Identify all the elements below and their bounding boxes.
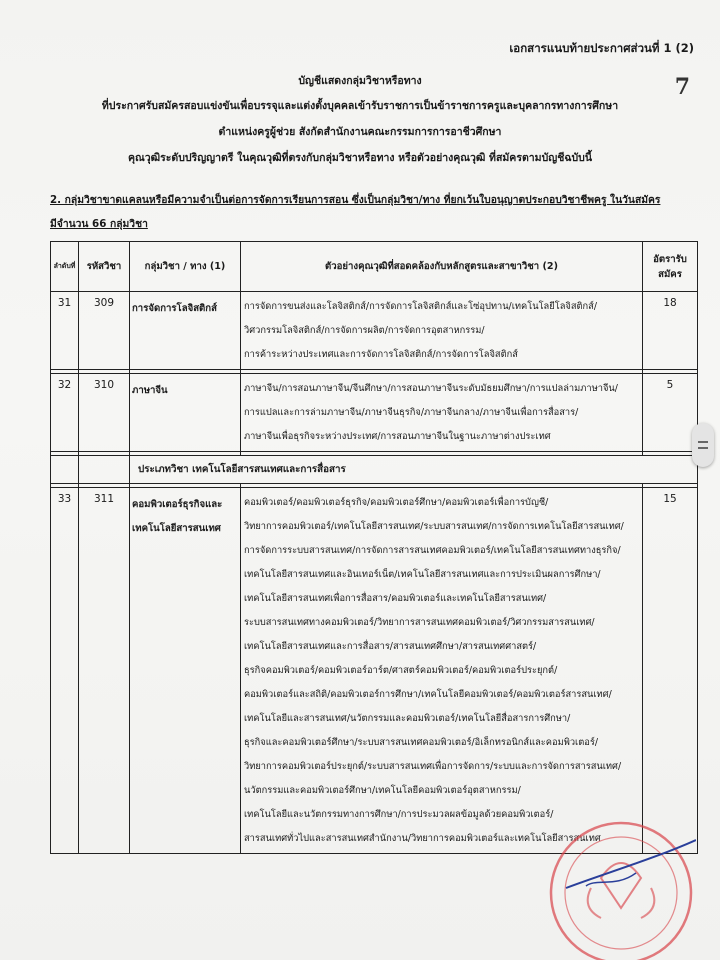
row-code: 309 xyxy=(79,292,130,370)
section-heading xyxy=(50,188,710,236)
document-reference: เอกสารแนบท้ายประกาศส่วนที่ 1 (2) xyxy=(509,41,694,55)
row-code: 311 xyxy=(79,488,130,854)
row-group: คอมพิวเตอร์ธุรกิจและเทคโนโลยีสารสนเทศ xyxy=(130,488,241,854)
qual-line: เทคโนโลยีสารสนเทศและการสื่อสาร/สารสนเทศศึกษา/สารสนเทศศาสตร์/ xyxy=(244,641,537,652)
table-row xyxy=(51,374,698,452)
category-title: ประเภทวิชา เทคโนโลยีสารสนเทศและการสื่อสาร xyxy=(130,456,698,484)
row-quals xyxy=(241,374,643,452)
row-rate: 15 xyxy=(643,488,698,854)
qual-line: คอมพิวเตอร์และสถิติ/คอมพิวเตอร์การศึกษา/เทคโนโลยีคอมพิวเตอร์/คอมพิวเตอร์สารสนเทศ/ xyxy=(244,689,612,700)
qual-line: วิทยาการคอมพิวเตอร์/เทคโนโลยีสารสนเทศ/ระบบสารสนเทศ/การจัดการเทคโนโลยีสารสนเทศ/ xyxy=(244,521,624,532)
qual-line: ภาษาจีนเพื่อธุรกิจระหว่างประเทศ/การสอนภาษาจีนในฐานะภาษาต่างประเทศ xyxy=(244,431,551,442)
qual-line: เทคโนโลยีสารสนเทศเพื่อการสื่อสาร/คอมพิวเตอร์และเทคโนโลยีสารสนเทศ/ xyxy=(244,593,547,604)
category-row xyxy=(51,456,698,484)
header-group: กลุ่มวิชา / ทาง (1) xyxy=(130,242,241,292)
row-rate: 5 xyxy=(643,374,698,452)
qual-line: ภาษาจีน/การสอนภาษาจีน/จีนศึกษา/การสอนภาษาจีนระดับมัธยมศึกษา/การแปลล่ามภาษาจีน/ xyxy=(244,383,618,394)
row-quals xyxy=(241,292,643,370)
qual-line: เทคโนโลยีและนวัตกรรมทางการศึกษา/การประมวลผลข้อมูลด้วยคอมพิวเตอร์/ xyxy=(244,809,554,820)
row-group: การจัดการโลจิสติกส์ xyxy=(130,292,241,370)
row-rate: 18 xyxy=(643,292,698,370)
row-group: ภาษาจีน xyxy=(130,374,241,452)
row-code: 310 xyxy=(79,374,130,452)
qual-line: สารสนเทศทั่วไปและสารสนเทศสำนักงาน/วิทยาการคอมพิวเตอร์และเทคโนโลยีสารสนเทศ xyxy=(244,833,601,844)
page-number: 7 xyxy=(674,74,690,100)
section-count: มีจำนวน 66 กลุ่มวิชา xyxy=(50,218,148,230)
row-no: 33 xyxy=(51,488,79,854)
title-line-1: บัญชีแสดงกลุ่มวิชาหรือทาง xyxy=(298,75,422,87)
qual-line: เทคโนโลยีสารสนเทศและอินเทอร์เน็ต/เทคโนโลยีสารสนเทศและการประเมินผลการศึกษา/ xyxy=(244,569,601,580)
table-row xyxy=(51,292,698,370)
qual-line: ธุรกิจและคอมพิวเตอร์ศึกษา/ระบบสารสนเทศคอมพิวเตอร์/อิเล็กทรอนิกส์และคอมพิวเตอร์/ xyxy=(244,737,598,748)
qual-line: การค้าระหว่างประเทศและการจัดการโลจิสติกส์/การจัดการโลจิสติกส์ xyxy=(244,349,518,360)
title-line-3: ตำแหน่งครูผู้ช่วย สังกัดสำนักงานคณะกรรมการการอาชีวศึกษา xyxy=(218,126,502,138)
qual-line: วิทยาการคอมพิวเตอร์ประยุกต์/ระบบสารสนเทศเพื่อการจัดการ/ระบบและการจัดการสารสนเทศ/ xyxy=(244,761,622,772)
qual-line: การจัดการระบบสารสนเทศ/การจัดการสารสนเทศคอมพิวเตอร์/เทคโนโลยีสารสนเทศทางธุรกิจ/ xyxy=(244,545,621,556)
table-header-row xyxy=(51,242,698,292)
section-title: 2. กลุ่มวิชาขาดแคลนหรือมีความจำเป็นต่อการจัดการเรียนการสอน ซึ่งเป็นกลุ่มวิชา/ทาง ที่ยกเว้นใบอนุญาตประกอบวิชาชีพครู ในวันสมัคร xyxy=(50,194,661,206)
table-row xyxy=(51,488,698,854)
qual-line: ระบบสารสนเทศทางคอมพิวเตอร์/วิทยาการสารสนเทศคอมพิวเตอร์/วิศวกรรมสารสนเทศ/ xyxy=(244,617,595,628)
row-no: 31 xyxy=(51,292,79,370)
header-code: รหัสวิชา xyxy=(79,242,130,292)
header-quals: ตัวอย่างคุณวุฒิที่สอดคล้องกับหลักสูตรและสาขาวิชา (2) xyxy=(241,242,643,292)
header-rate: อัตรารับสมัคร xyxy=(643,242,698,292)
row-quals xyxy=(241,488,643,854)
qual-line: วิศวกรรมโลจิสติกส์/การจัดการผลิต/การจัดการอุตสาหกรรม/ xyxy=(244,325,485,336)
category-empty-cell xyxy=(51,456,79,484)
title-line-4: คุณวุฒิระดับปริญญาตรี ในคุณวุฒิที่ตรงกับกลุ่มวิชาหรือทาง หรือตัวอย่างคุณวุฒิ ที่สมัครตามบัญชีฉบับนี้ xyxy=(127,152,592,164)
scroll-handle[interactable] xyxy=(692,423,714,467)
official-seal-icon xyxy=(546,818,696,960)
qual-line: การจัดการขนส่งและโลจิสติกส์/การจัดการโลจิสติกส์และโซ่อุปทาน/เทคโนโลยีโลจิสติกส์/ xyxy=(244,301,597,312)
qual-line: การแปลและการล่ามภาษาจีน/ภาษาจีนธุรกิจ/ภาษาจีนกลาง/ภาษาจีนเพื่อการสื่อสาร/ xyxy=(244,407,579,418)
qual-line: นวัตกรรมและคอมพิวเตอร์ศึกษา/เทคโนโลยีคอมพิวเตอร์อุตสาหกรรม/ xyxy=(244,785,521,796)
row-no: 32 xyxy=(51,374,79,452)
qual-line: เทคโนโลยีและสารสนเทศ/นวัตกรรมและคอมพิวเตอร์/เทคโนโลยีสื่อสารการศึกษา/ xyxy=(244,713,571,724)
header-no: ลำดับที่ xyxy=(51,242,79,292)
subject-table xyxy=(50,241,698,854)
qual-line: ธุรกิจคอมพิวเตอร์/คอมพิวเตอร์อาร์ต/ศาสตร์คอมพิวเตอร์/คอมพิวเตอร์ประยุกต์/ xyxy=(244,665,558,676)
category-empty-cell xyxy=(79,456,130,484)
title-line-2: ที่ประกาศรับสมัครสอบแข่งขันเพื่อบรรจุและแต่งตั้งบุคคลเข้ารับราชการเป็นข้าราชการครูและบุคลากรทางการศึกษา xyxy=(101,100,619,112)
qual-line: คอมพิวเตอร์/คอมพิวเตอร์ธุรกิจ/คอมพิวเตอร์ศึกษา/คอมพิวเตอร์เพื่อการบัญชี/ xyxy=(244,497,549,508)
